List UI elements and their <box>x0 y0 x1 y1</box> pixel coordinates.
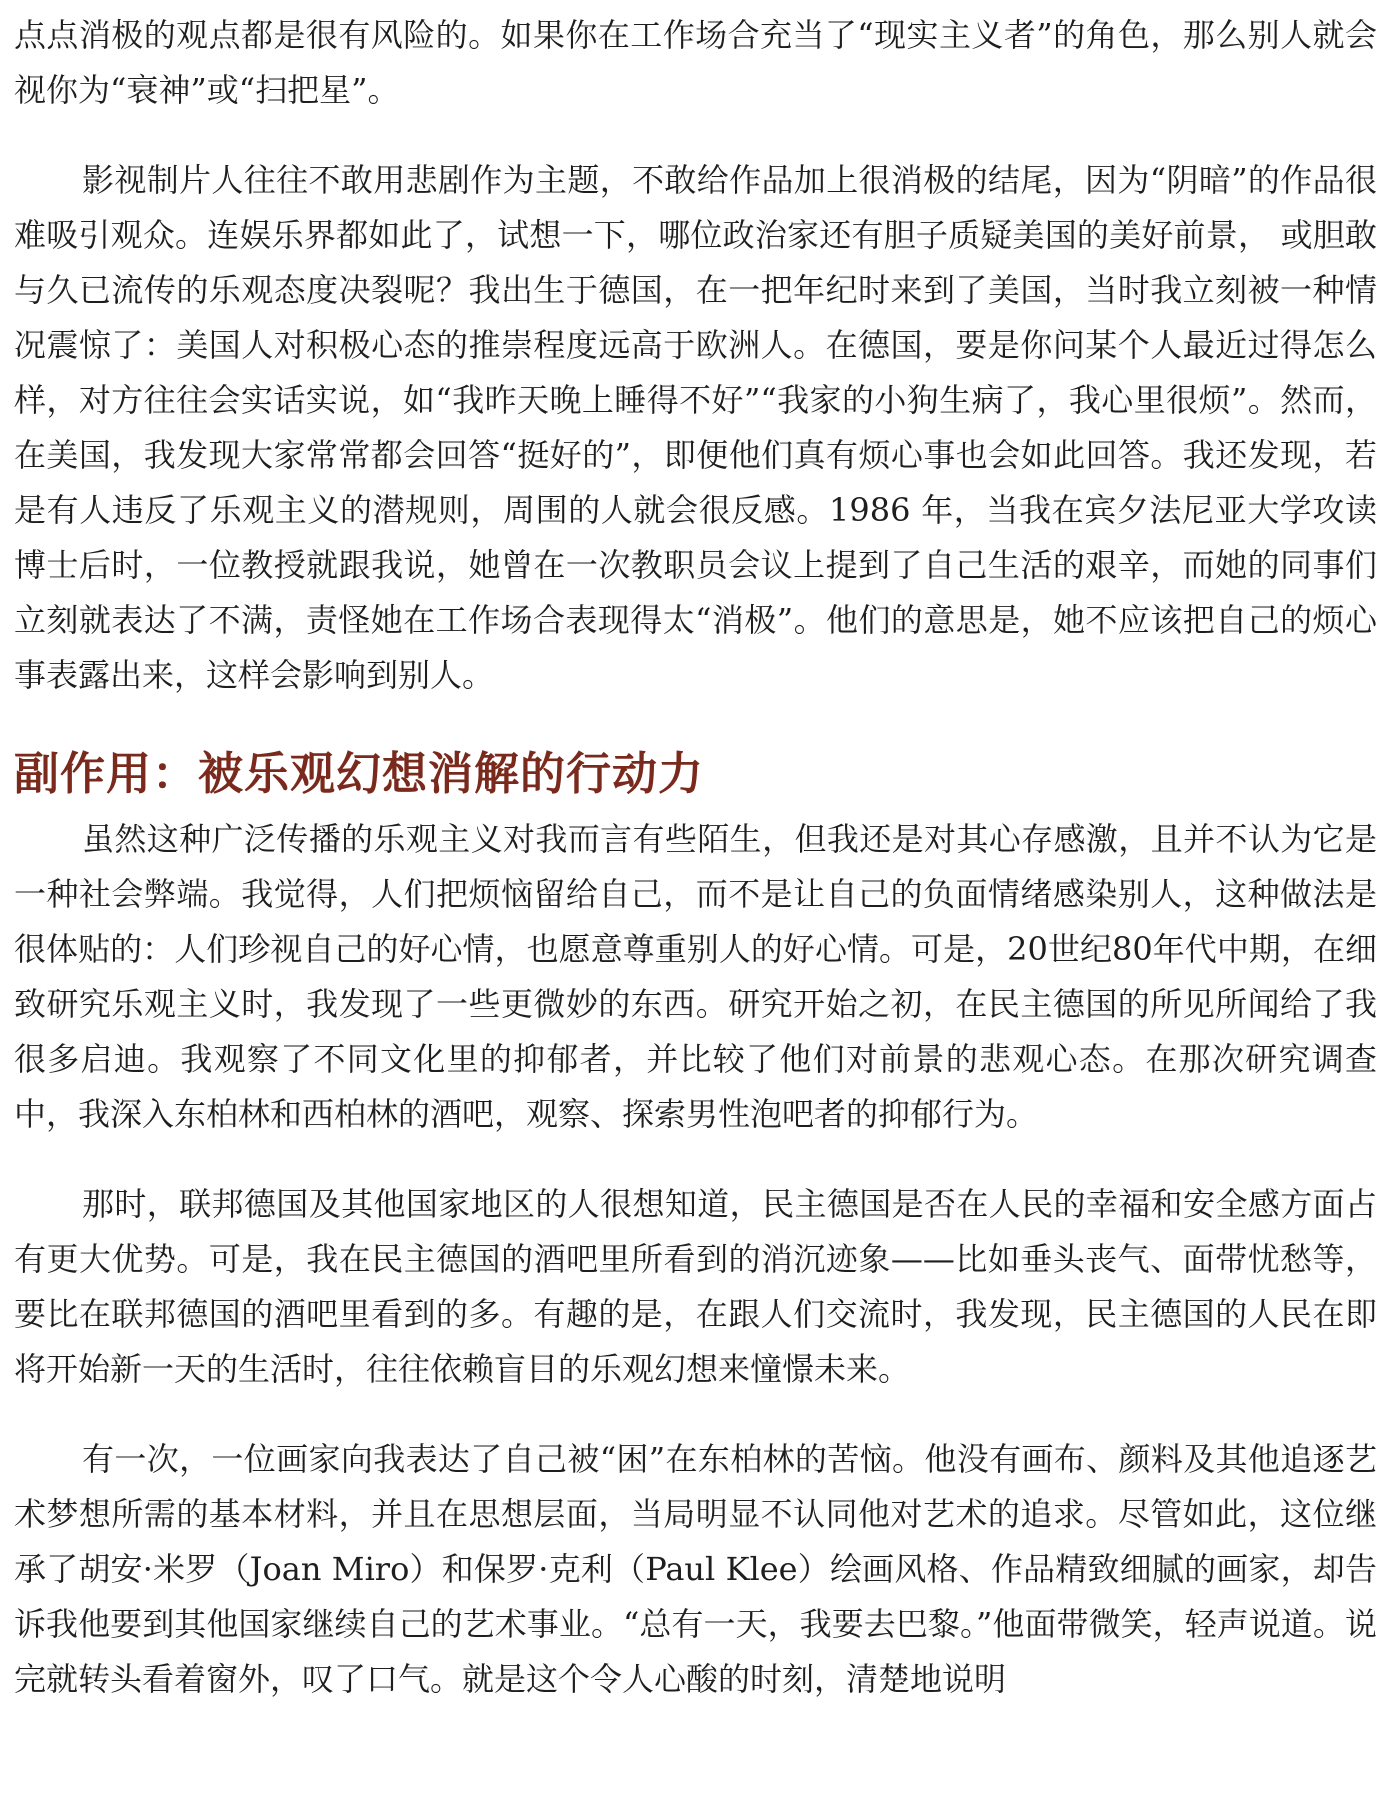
paragraph-1: 点点消极的观点都是很有风险的。如果你在工作场合充当了“现实主义者”的角色，那么别人就会视你为“衰神”或“扫把星”。 <box>14 16 1377 109</box>
paragraph-2: 影视制片人往往不敢用悲剧作为主题，不敢给作品加上很消极的结尾，因为“阴暗”的作品很难吸引观众。连娱乐界都如此了，试想一下，哪位政治家还有胆子质疑美国的美好前景， 或胆敢与久已流传的乐观态度决裂呢？我出生于德国，在一把年纪时来到了美国，当时我立刻被一种情况震惊了：美国人对积极心态的推崇程度远高于欧洲人。在德国，要是你问某个人最近过得怎么样，对方往往会实话实说，如“我昨天晚上睡得不好”“我家的小狗生病了，我心里很烦”。然而，在美国，我发现大家常常都会回答“挺好的”，即便他们真有烦心事也会如此回答。我还发现，若是有人违反了乐观主义的潜规则，周围的人就会很反感。1986 年，当我在宾夕法尼亚大学攻读博士后时，一位教授就跟我说，她曾在一次教职员会议上提到了自己生活的艰辛，而她的同事们立刻就表达了不满，责怪她在工作场合表现得太“消极”。他们的意思是，她不应该把自己的烦心事表露出来，这样会影响到别人。 <box>14 161 1377 694</box>
paragraph-3: 虽然这种广泛传播的乐观主义对我而言有些陌生，但我还是对其心存感激，且并不认为它是一种社会弊端。我觉得，人们把烦恼留给自己，而不是让自己的负面情绪感染别人，这种做法是很体贴的：人们珍视自己的好心情，也愿意尊重别人的好心情。可是，20世纪80年代中期，在细致研究乐观主义时，我发现了一些更微妙的东西。研究开始之初，在民主德国的所见所闻给了我很多启迪。我观察了不同文化里的抑郁者，并比较了他们对前景的悲观心态。在那次研究调查中，我深入东柏林和西柏林的酒吧，观察、探索男性泡吧者的抑郁行为。 <box>14 820 1377 1133</box>
paragraph-4: 那时，联邦德国及其他国家地区的人很想知道，民主德国是否在人民的幸福和安全感方面占有更大优势。可是，我在民主德国的酒吧里所看到的消沉迹象——比如垂头丧气、面带忧愁等，要比在联邦德国的酒吧里看到的多。有趣的是，在跟人们交流时，我发现，民主德国的人民在即将开始新一天的生活时，往往依赖盲目的乐观幻想来憧憬未来。 <box>14 1185 1377 1388</box>
document-page <box>14 8 1377 1707</box>
paragraph-5: 有一次，一位画家向我表达了自己被“困”在东柏林的苦恼。他没有画布、颜料及其他追逐艺术梦想所需的基本材料，并且在思想层面，当局明显不认同他对艺术的追求。尽管如此，这位继承了胡安·米罗（Joan Miro）和保罗·克利（Paul Klee）绘画风格、作品精致细腻的画家，却告诉我他要到其他国家继续自己的艺术事业。“总有一天，我要去巴黎。”他面带微笑，轻声说道。说完就转头看着窗外，叹了口气。就是这个令人心酸的时刻，清楚地说明 <box>14 1440 1377 1698</box>
section-heading: 副作用：被乐观幻想消解的行动力 <box>14 747 705 800</box>
